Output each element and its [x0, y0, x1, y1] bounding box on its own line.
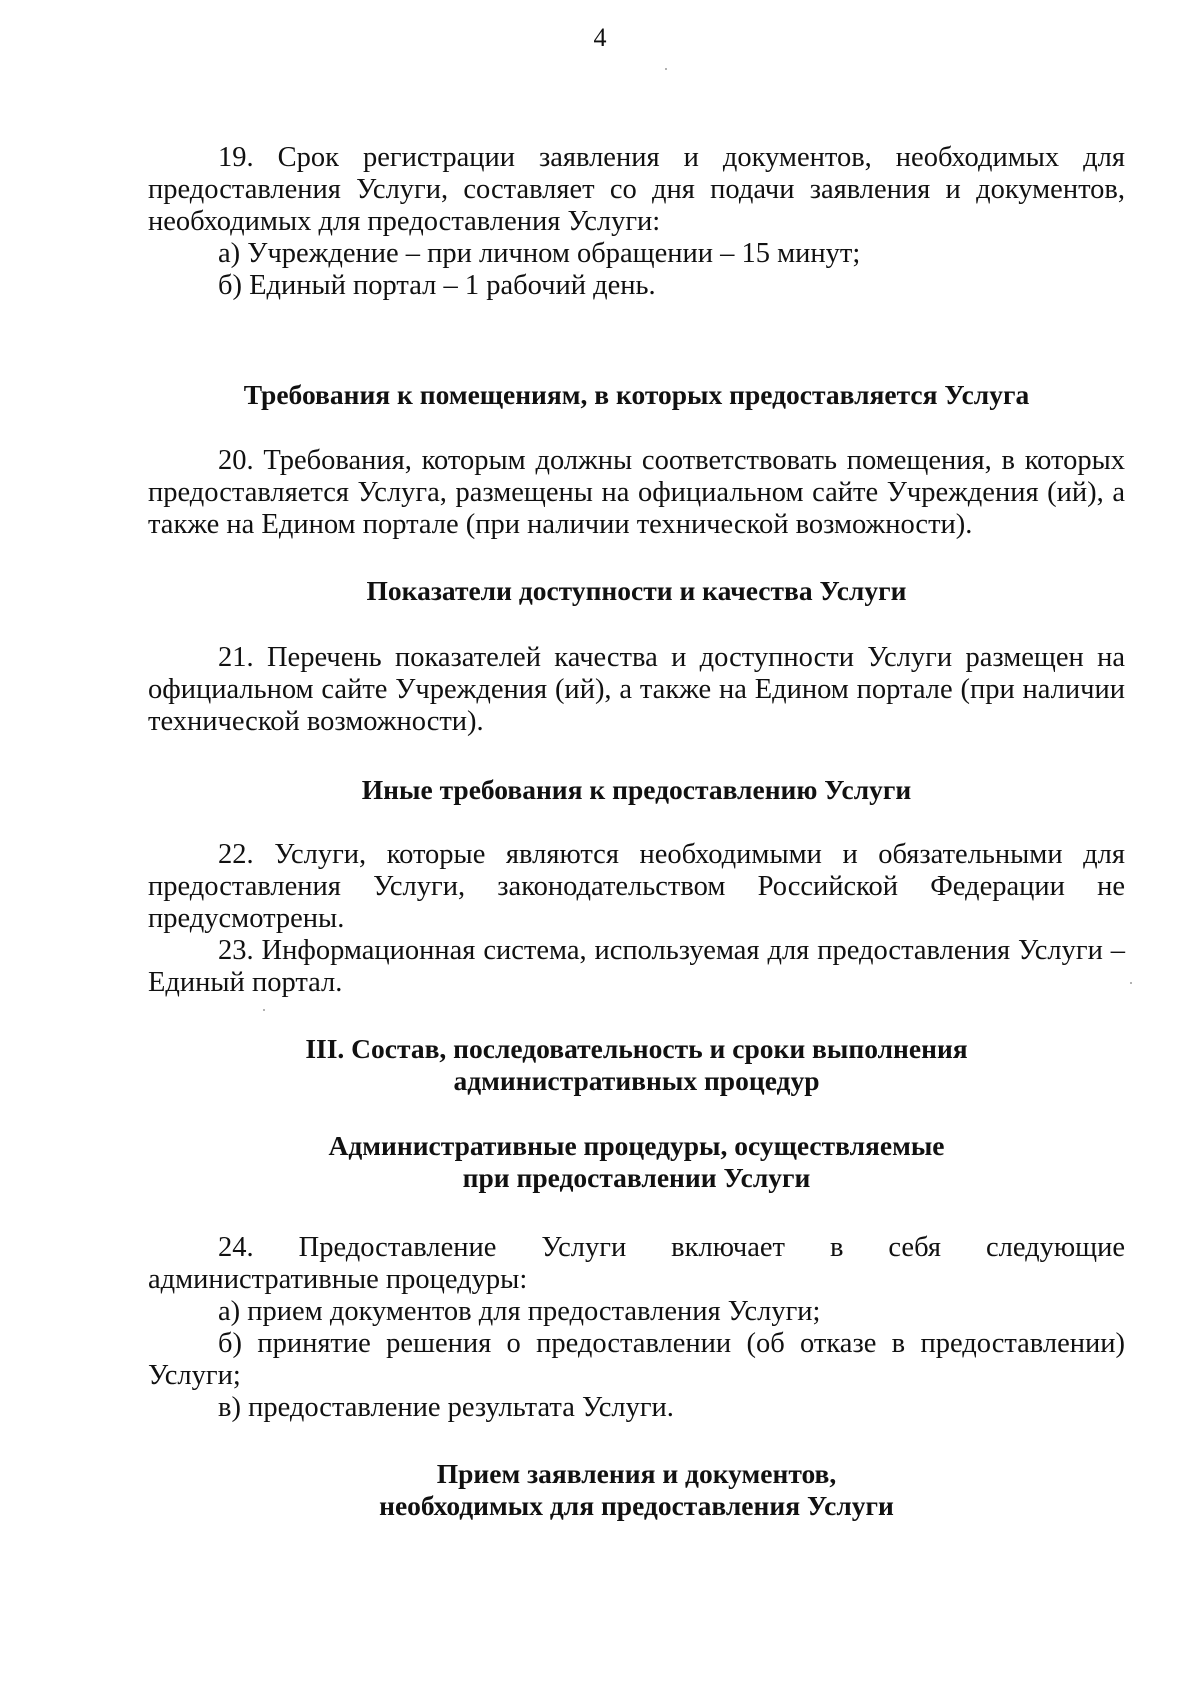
- paragraph-22: 22. Услуги, которые являются необходимыми и обязательными для предоставления Услуги, законодательством Российской Федерации не предусмотрены.: [148, 839, 1125, 934]
- scan-speck: [1130, 982, 1132, 984]
- document-body: [148, 142, 1125, 1522]
- heading-other-requirements: Иные требования к предоставлению Услуги: [361, 774, 912, 805]
- heading-reception-line-1: Прием заявления и документов,: [436, 1458, 837, 1489]
- paragraph-21: 21. Перечень показателей качества и доступности Услуги размещен на официальном сайте Учреждения (ий), а также на Едином портале (при наличии технической возможности).: [148, 642, 1125, 737]
- heading-administrative-procedures-line-1: Административные процедуры, осуществляемые: [328, 1130, 945, 1161]
- heading-reception-line-2: необходимых для предоставления Услуги: [379, 1490, 894, 1521]
- paragraph-24-item-a: а) прием документов для предоставления Услуги;: [218, 1296, 821, 1327]
- heading-administrative-procedures-line-2: при предоставлении Услуги: [462, 1162, 811, 1193]
- paragraph-19-item-b: б) Единый портал – 1 рабочий день.: [218, 270, 656, 301]
- paragraph-20: 20. Требования, которым должны соответствовать помещения, в которых предоставляется Услуга, размещены на официальном сайте Учреждения (ий), а также на Едином портале (при наличии технической возможности).: [148, 445, 1125, 540]
- heading-administrative-procedures: [148, 1130, 1125, 1194]
- heading-accessibility-indicators: Показатели доступности и качества Услуги: [366, 575, 907, 606]
- paragraph-24: 24. Предоставление Услуги включает в себя следующие административные процедуры:: [148, 1232, 1125, 1295]
- page-number: 4: [593, 23, 607, 52]
- heading-section-3-line-2: административных процедур: [453, 1065, 820, 1096]
- paragraph-19: 19. Срок регистрации заявления и документов, необходимых для предоставления Услуги, составляет со дня подачи заявления и документов, необходимых для предоставления Услуги:: [148, 142, 1125, 237]
- paragraph-23: 23. Информационная система, используемая для предоставления Услуги – Единый портал.: [148, 935, 1125, 998]
- heading-premises-requirements: Требования к помещениям, в которых предоставляется Услуга: [243, 379, 1030, 410]
- heading-reception-of-documents: [148, 1458, 1125, 1522]
- heading-section-3: [148, 1033, 1125, 1097]
- paragraph-19-item-a: а) Учреждение – при личном обращении – 15 минут;: [218, 238, 861, 269]
- paragraph-24-item-c: в) предоставление результата Услуги.: [218, 1392, 674, 1423]
- scan-speck: [665, 68, 667, 70]
- heading-section-3-line-1: III. Состав, последовательность и сроки выполнения: [305, 1033, 968, 1064]
- paragraph-24-item-b: б) принятие решения о предоставлении (об отказе в предоставлении) Услуги;: [148, 1328, 1125, 1391]
